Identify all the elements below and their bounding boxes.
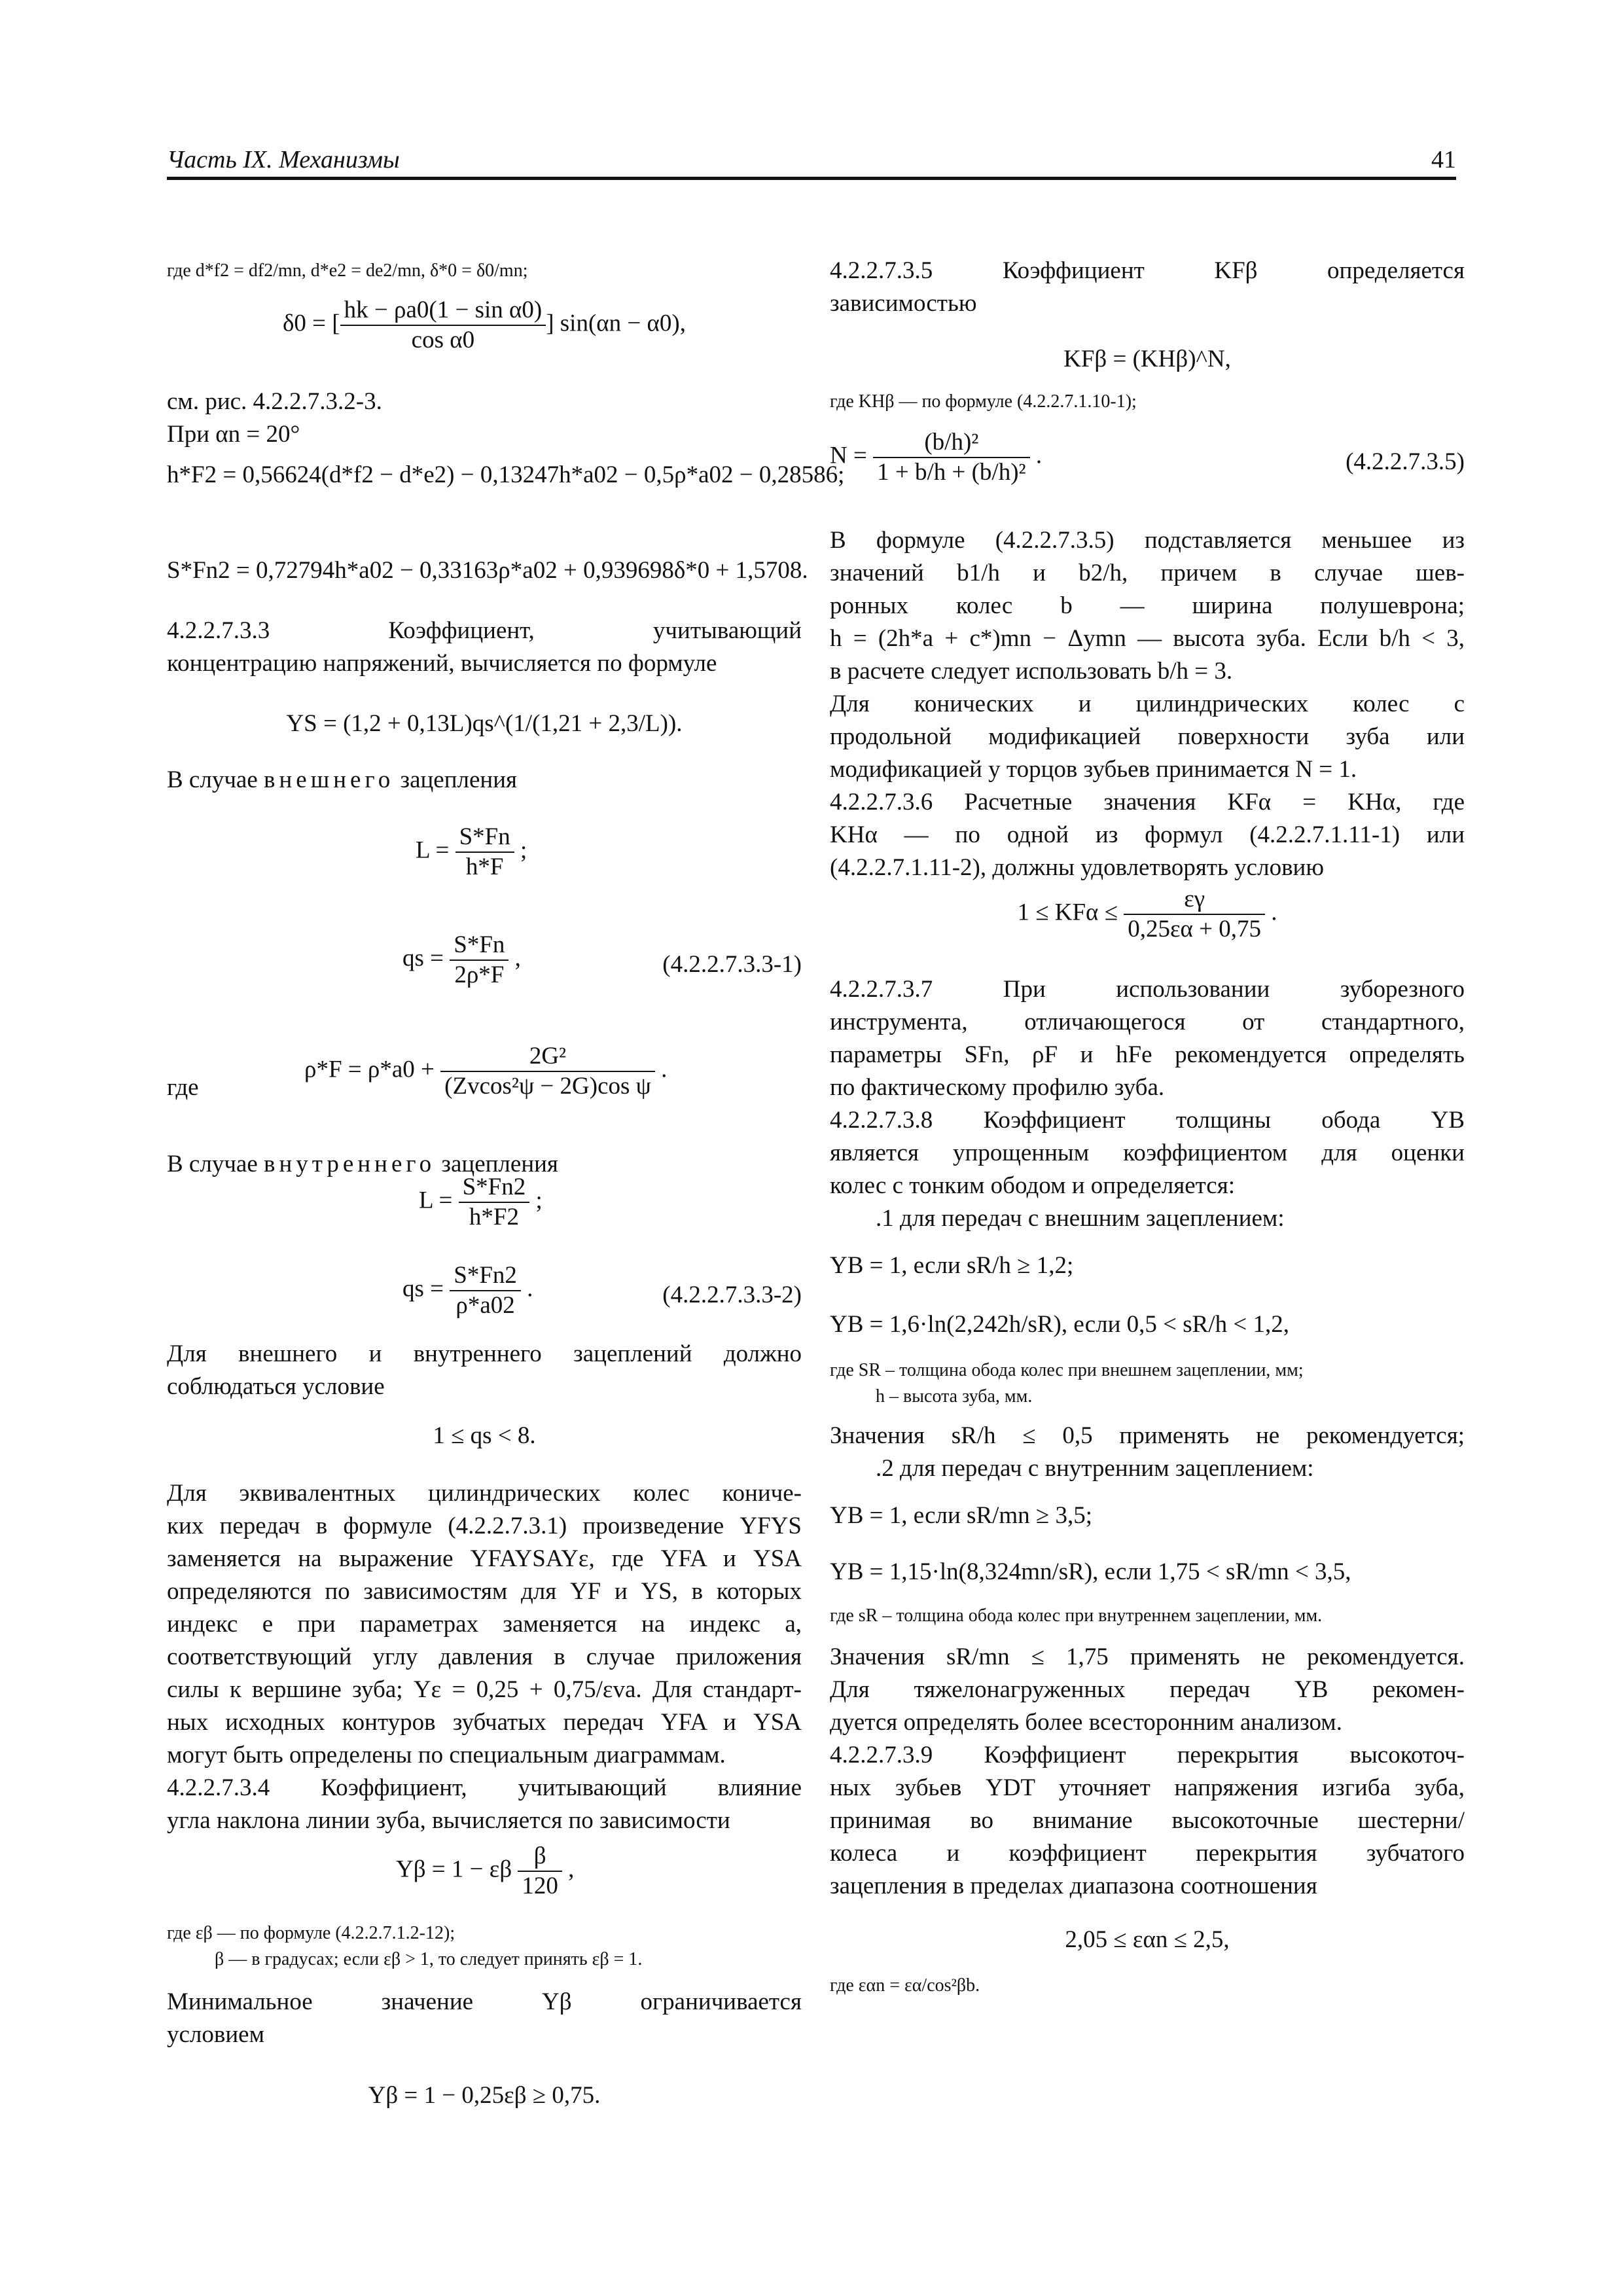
paragraph-line: Значения sR/mn ≤ 1,75 применять не рекомендуется. [830,1643,1465,1670]
note-line: где εαn = εα/cos²βb. [830,1975,980,1996]
page-header [167,145,1456,177]
equation-number: (4.2.2.7.3.3-2) [662,1282,802,1308]
note-line: β — в градусах; если εβ > 1, то следует принять εβ = 1. [215,1949,643,1969]
formula-YB-external-1: YB = 1, если sR/h ≥ 1,2; [830,1252,1074,1279]
text-line: см. рис. 4.2.2.7.3.2-3. [167,388,382,415]
page-number: 41 [1431,146,1456,173]
paragraph-line: силы к вершине зуба; Yε = 0,25 + 0,75/εva. Для стандарт- [167,1676,802,1703]
part-title: Часть IX. Механизмы [167,146,400,173]
text-line: где [167,1074,199,1101]
text-line: соблюдаться условие [167,1373,385,1400]
note-line: h – высота зуба, мм. [876,1386,1033,1407]
paragraph-line: 4.2.2.7.3.7 При использовании зуборезного [830,976,1465,1003]
paragraph-line: ких передач в формуле (4.2.2.7.3.1) произведение YFYS [167,1513,802,1539]
paragraph-line: зацепления в пределах диапазона соотношения [830,1873,1317,1899]
paragraph-line: 4.2.2.7.3.9 Коэффициент перекрытия высокоточ- [830,1742,1465,1768]
text-line: зависимостью [830,290,977,317]
text-line: В случае внешнего зацепления [167,766,518,793]
paragraph-line: угла наклона линии зуба, вычисляется по зависимости [167,1807,730,1834]
formula-epsilon-range: 2,05 ≤ εαn ≤ 2,5, [1065,1926,1230,1953]
header-rule [167,177,1456,180]
paragraph-line: KHα — по одной из формул (4.2.2.7.1.11-1) или [830,821,1465,848]
formula-qs-external: qs = $\frac{S*Fn}{2\rho*F}$ , [402,931,521,988]
paragraph-line: параметры SFn, ρF и hFe рекомендуется определять [830,1041,1465,1068]
equation-number: (4.2.2.7.3.5) [1346,448,1465,475]
paragraph-line: по фактическому профилю зуба. [830,1074,1165,1101]
paragraph-line: принимая во внимание высокоточные шестерни/ [830,1807,1465,1834]
paragraph-line: 4.2.2.7.3.8 Коэффициент толщины обода YB [830,1107,1465,1134]
paragraph-line: индекс e при параметрах заменяется на индекс a, [167,1611,802,1638]
paragraph-line: заменяется на выражение YFAYSAYε, где YFA и YSA [167,1545,802,1572]
text-line: .2 для передач с внутренним зацеплением: [876,1455,1314,1482]
text-line: Минимальное значение Yβ ограничивается [167,1988,802,2015]
note-line: где εβ — по формуле (4.2.2.7.1.2-12); [167,1923,455,1943]
formula-KFbeta: KFβ = (KHβ)^N, [1063,346,1231,372]
paragraph-line: ных зубьев YDT уточняет напряжения изгиба зуба, [830,1774,1465,1801]
paragraph-line: h = (2h*a + c*)mn − Δymn — высота зуба. Если b/h < 3, [830,625,1465,652]
paragraph-line: ных исходных контуров зубчатых передач YFA и YSA [167,1709,802,1736]
formula-hF2: h*F2 = 0,56624(d*f2 − d*e2) − 0,13247h*a02 − 0,5ρ*a02 − 0,28586; [167,461,845,488]
note-line: где SR – толщина обода колес при внешнем зацеплении, мм; [830,1360,1304,1380]
paragraph-line: в расчете следует использовать b/h = 3. [830,658,1233,685]
paragraph-line: значений b1/h и b2/h, причем в случае шев- [830,560,1465,586]
formula-rhoF: ρ*F = ρ*a0 + $\frac{\text{2G²}}{\text{(Zvcos²ψ − 2G)cos ψ}}$ . [304,1043,668,1100]
text-line: Для внешнего и внутреннего зацеплений должно [167,1340,802,1367]
paragraph-line: является упрощенным коэффициентом для оценки [830,1139,1465,1166]
paragraph-line: дуется определять более всесторонним анализом. [830,1709,1342,1736]
formula-L-external: L = $\frac{S*Fn}{h*F}$ ; [416,823,527,880]
paragraph-line: В формуле (4.2.2.7.3.5) подставляется меньшее из [830,527,1465,554]
text-line: При αn = 20° [167,421,300,448]
formula-Ybeta: Yβ = 1 − εβ $\frac{\beta}{120}$ , [396,1842,575,1899]
formula-qs-internal: qs = $\frac{S*Fn2}{\rho*a02}$ . [402,1262,533,1319]
paragraph-line: определяются по зависимостям для YF и YS, в которых [167,1578,802,1605]
note-line: где KHβ — по формуле (4.2.2.7.1.10-1); [830,391,1137,412]
text-line: условием [167,2021,264,2048]
formula-YB-internal-2: YB = 1,15·ln(8,324mn/sR), если 1,75 < sR/mn < 3,5, [830,1558,1351,1585]
paragraph-line: колеса и коэффициент перекрытия зубчатого [830,1840,1465,1867]
text-line: концентрацию напряжений, вычисляется по формуле [167,650,717,677]
paragraph-line: соответствующий углу давления в случае приложения [167,1643,802,1670]
paragraph-line: инструмента, отличающегося от стандартного, [830,1009,1465,1035]
equation-number: (4.2.2.7.3.3-1) [662,951,802,978]
paragraph-line: 4.2.2.7.3.4 Коэффициент, учитывающий влияние [167,1774,802,1801]
note-line: где sR – толщина обода колес при внутреннем зацеплении, мм. [830,1605,1323,1626]
paragraph-line: модификацией у торцов зубьев принимается N = 1. [830,756,1357,783]
formula-YB-external-2: YB = 1,6·ln(2,242h/sR), если 0,5 < sR/h < 1,2, [830,1311,1289,1338]
section-heading: 4.2.2.7.3.3 Коэффициент, учитывающий [167,617,802,644]
section-heading: 4.2.2.7.3.5 Коэффициент KFβ определяется [830,257,1465,284]
paragraph-line: могут быть определены по специальным диаграммам. [167,1742,726,1768]
text-line: В случае внутреннего зацепления [167,1151,558,1177]
formula-Ybeta-min: Yβ = 1 − 0,25εβ ≥ 0,75. [368,2082,601,2109]
paragraph-line: Для тяжелонагруженных передач YB рекомен- [830,1676,1465,1703]
paragraph-line: 4.2.2.7.3.6 Расчетные значения KFα = KHα, где [830,789,1465,816]
paragraph-line: Для конических и цилиндрических колес с [830,691,1465,717]
formula-YB-internal-1: YB = 1, если sR/mn ≥ 3,5; [830,1502,1093,1529]
formula-N: N = $\frac{\text{(b/h)²}}{\text{1 + b/h + (b/h)²}}$ . [830,429,1043,486]
formula-qs-condition: 1 ≤ qs < 8. [433,1422,536,1449]
paragraph-line: продольной модификацией поверхности зуба или [830,723,1465,750]
text-line: Значения sR/h ≤ 0,5 применять не рекомендуется; [830,1422,1465,1449]
paragraph-line: ронных колес b — ширина полушеврона; [830,592,1465,619]
formula-SFn2: S*Fn2 = 0,72794h*a02 − 0,33163ρ*a02 + 0,939698δ*0 + 1,5708. [167,557,808,584]
paragraph-line: .1 для передач с внешним зацеплением: [876,1205,1285,1232]
paragraph-line: колес с тонким ободом и определяется: [830,1172,1236,1199]
formula-YS: YS = (1,2 + 0,13L)qs^(1/(1,21 + 2,3/L)). [286,710,683,737]
formula-KFalpha: 1 ≤ KFα ≤ $\frac{\varepsilon\gamma}{0,25\varepsilon\alpha + 0,75}$ . [1017,886,1277,942]
formula-delta0: δ0 = [ $\frac{\text{hk − ρa0(1 − sin α0)}}{\text{cos α0}}$ ] sin(αn − α0), [283,296,686,353]
paragraph-line: (4.2.2.7.1.11-2), должны удовлетворять условию [830,854,1324,881]
paragraph-line: Для эквивалентных цилиндрических колес кониче- [167,1480,802,1507]
formula-L-internal: L = $\frac{S*Fn2}{h*F2}$ ; [419,1174,543,1230]
text-line: где d*f2 = df2/mn, d*e2 = de2/mn, δ*0 = δ0/mn; [167,260,528,281]
